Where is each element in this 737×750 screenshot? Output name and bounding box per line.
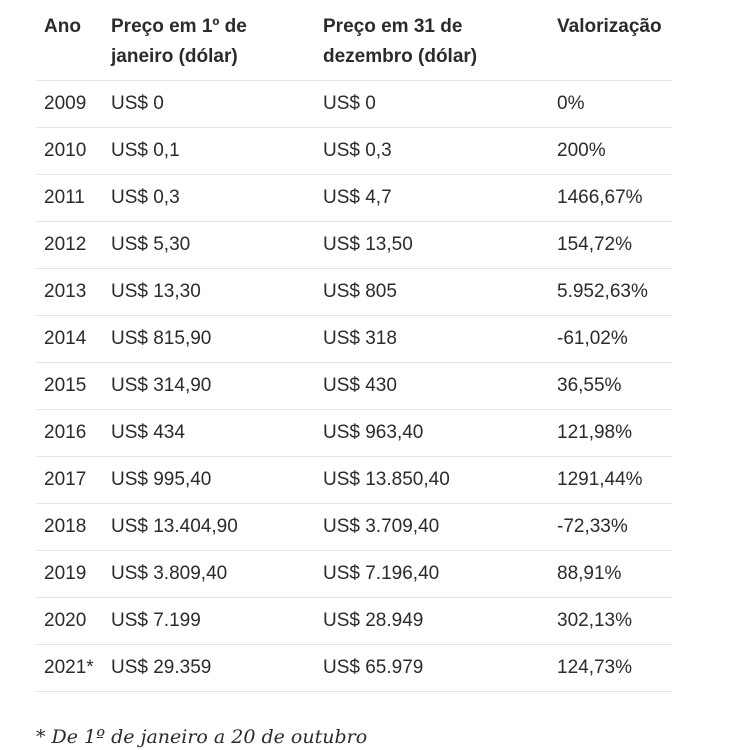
- cell-year: 2019: [36, 551, 103, 598]
- cell-appreciation: 1291,44%: [549, 457, 672, 504]
- cell-price-january: US$ 5,30: [103, 222, 315, 269]
- cell-appreciation: 302,13%: [549, 598, 672, 645]
- cell-year: 2013: [36, 269, 103, 316]
- bitcoin-price-table-wrapper: [36, 6, 672, 692]
- cell-appreciation: 124,73%: [549, 645, 672, 692]
- cell-price-december: US$ 3.709,40: [315, 504, 549, 551]
- cell-price-december: US$ 28.949: [315, 598, 549, 645]
- table-row: [36, 175, 672, 222]
- cell-year: 2011: [36, 175, 103, 222]
- cell-appreciation: 154,72%: [549, 222, 672, 269]
- cell-year: 2017: [36, 457, 103, 504]
- table-row: [36, 645, 672, 692]
- cell-year: 2018: [36, 504, 103, 551]
- table-row: [36, 363, 672, 410]
- table-body: [36, 81, 672, 692]
- cell-year: 2020: [36, 598, 103, 645]
- cell-year: 2010: [36, 128, 103, 175]
- table-row: [36, 316, 672, 363]
- cell-price-january: US$ 314,90: [103, 363, 315, 410]
- table-row: [36, 457, 672, 504]
- cell-price-december: US$ 13.850,40: [315, 457, 549, 504]
- header-appreciation: Valorização: [549, 6, 672, 81]
- table-row: [36, 504, 672, 551]
- cell-price-december: US$ 0,3: [315, 128, 549, 175]
- cell-price-january: US$ 7.199: [103, 598, 315, 645]
- header-price-january: Preço em 1º de janeiro (dólar): [103, 6, 315, 81]
- cell-price-january: US$ 13.404,90: [103, 504, 315, 551]
- table-row: [36, 551, 672, 598]
- cell-appreciation: 88,91%: [549, 551, 672, 598]
- cell-year: 2021*: [36, 645, 103, 692]
- bitcoin-price-table: [36, 6, 672, 692]
- cell-appreciation: 200%: [549, 128, 672, 175]
- cell-price-december: US$ 0: [315, 81, 549, 128]
- cell-price-december: US$ 805: [315, 269, 549, 316]
- table-row: [36, 598, 672, 645]
- cell-price-december: US$ 13,50: [315, 222, 549, 269]
- cell-appreciation: 5.952,63%: [549, 269, 672, 316]
- cell-year: 2014: [36, 316, 103, 363]
- cell-year: 2016: [36, 410, 103, 457]
- table-row: [36, 269, 672, 316]
- table-row: [36, 410, 672, 457]
- cell-price-january: US$ 0,3: [103, 175, 315, 222]
- cell-price-january: US$ 13,30: [103, 269, 315, 316]
- cell-price-january: US$ 3.809,40: [103, 551, 315, 598]
- cell-appreciation: -72,33%: [549, 504, 672, 551]
- table-header: [36, 6, 672, 81]
- table-row: [36, 222, 672, 269]
- cell-appreciation: 36,55%: [549, 363, 672, 410]
- table-row: [36, 81, 672, 128]
- header-year: Ano: [36, 6, 103, 81]
- header-price-december: Preço em 31 de dezembro (dólar): [315, 6, 549, 81]
- cell-appreciation: 0%: [549, 81, 672, 128]
- cell-price-december: US$ 963,40: [315, 410, 549, 457]
- cell-year: 2012: [36, 222, 103, 269]
- cell-appreciation: -61,02%: [549, 316, 672, 363]
- cell-price-january: US$ 815,90: [103, 316, 315, 363]
- cell-year: 2009: [36, 81, 103, 128]
- cell-year: 2015: [36, 363, 103, 410]
- cell-price-december: US$ 318: [315, 316, 549, 363]
- header-row: [36, 6, 672, 81]
- footnote: * De 1º de janeiro a 20 de outubro: [36, 726, 368, 748]
- cell-price-december: US$ 430: [315, 363, 549, 410]
- cell-appreciation: 121,98%: [549, 410, 672, 457]
- table-row: [36, 128, 672, 175]
- cell-price-january: US$ 29.359: [103, 645, 315, 692]
- cell-price-january: US$ 434: [103, 410, 315, 457]
- cell-appreciation: 1466,67%: [549, 175, 672, 222]
- cell-price-january: US$ 995,40: [103, 457, 315, 504]
- cell-price-december: US$ 4,7: [315, 175, 549, 222]
- cell-price-december: US$ 65.979: [315, 645, 549, 692]
- cell-price-january: US$ 0,1: [103, 128, 315, 175]
- cell-price-december: US$ 7.196,40: [315, 551, 549, 598]
- cell-price-january: US$ 0: [103, 81, 315, 128]
